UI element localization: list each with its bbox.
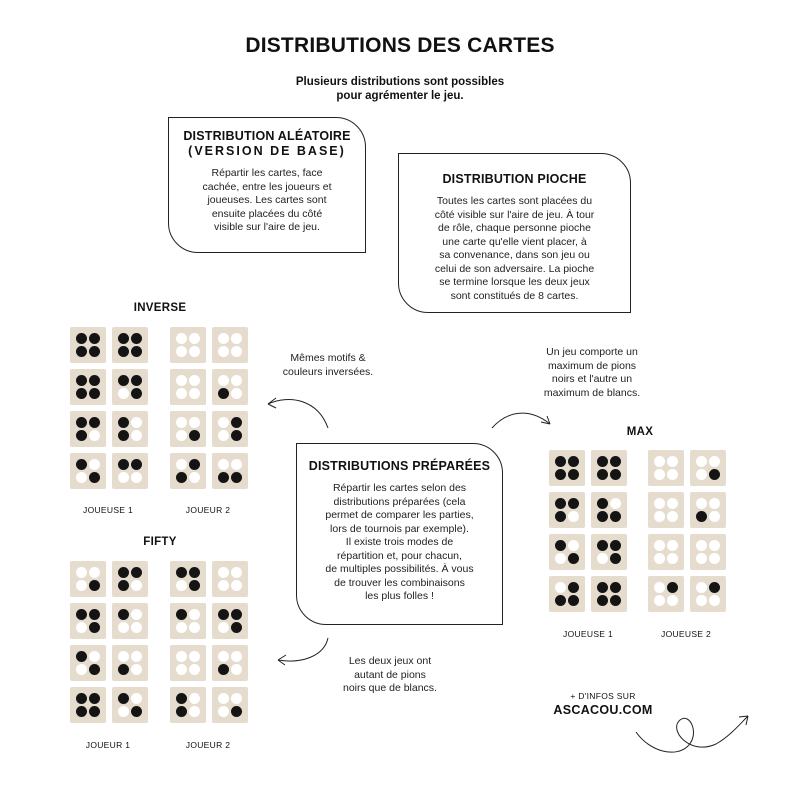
white-pawn-icon — [218, 651, 229, 662]
section-title-fifty: FIFTY — [143, 536, 177, 548]
subtitle-line: pour agrémenter le jeu. — [336, 90, 464, 102]
game-card — [112, 603, 148, 639]
black-pawn-icon — [568, 456, 579, 467]
game-card — [170, 603, 206, 639]
black-pawn-icon — [89, 693, 100, 704]
black-pawn-icon — [555, 469, 566, 480]
box-text-line: joueuses. Les cartes sont — [207, 194, 327, 206]
black-pawn-icon — [218, 388, 229, 399]
white-pawn-icon — [696, 498, 707, 509]
white-pawn-icon — [131, 622, 142, 633]
white-pawn-icon — [709, 511, 720, 522]
white-pawn-icon — [218, 417, 229, 428]
box-text-line: Il existe trois modes de — [345, 536, 454, 548]
white-pawn-icon — [654, 553, 665, 564]
game-card — [648, 450, 684, 486]
black-pawn-icon — [568, 498, 579, 509]
black-pawn-icon — [89, 622, 100, 633]
white-pawn-icon — [89, 567, 100, 578]
black-pawn-icon — [568, 469, 579, 480]
game-card — [690, 534, 726, 570]
white-pawn-icon — [189, 651, 200, 662]
game-card — [70, 603, 106, 639]
game-card — [112, 327, 148, 363]
game-card — [170, 411, 206, 447]
game-card — [70, 687, 106, 723]
white-pawn-icon — [131, 417, 142, 428]
black-pawn-icon — [189, 459, 200, 470]
game-card — [690, 450, 726, 486]
black-pawn-icon — [176, 472, 187, 483]
white-pawn-icon — [218, 706, 229, 717]
game-card — [212, 687, 248, 723]
white-pawn-icon — [176, 417, 187, 428]
player-label: JOUEUSE 1 — [83, 505, 133, 515]
note-line: Les deux jeux ont — [348, 655, 432, 667]
white-pawn-icon — [231, 651, 242, 662]
game-card — [112, 453, 148, 489]
box-title: DISTRIBUTIONS PRÉPARÉES — [308, 459, 491, 473]
player-label: JOUEUR 2 — [185, 740, 231, 750]
black-pawn-icon — [568, 553, 579, 564]
white-pawn-icon — [118, 388, 129, 399]
box-text-line: répartition et, pour chacun, — [337, 549, 462, 562]
game-card — [70, 645, 106, 681]
black-pawn-icon — [76, 693, 87, 704]
black-pawn-icon — [610, 469, 621, 480]
black-pawn-icon — [597, 511, 608, 522]
white-pawn-icon — [696, 553, 707, 564]
black-pawn-icon — [118, 609, 129, 620]
box-text-line: Répartir les cartes selon des — [332, 482, 467, 494]
game-card — [549, 534, 585, 570]
white-pawn-icon — [231, 346, 242, 357]
white-pawn-icon — [231, 693, 242, 704]
white-pawn-icon — [218, 333, 229, 344]
black-pawn-icon — [555, 540, 566, 551]
black-pawn-icon — [118, 693, 129, 704]
white-pawn-icon — [76, 472, 87, 483]
black-pawn-icon — [76, 651, 87, 662]
black-pawn-icon — [131, 459, 142, 470]
black-pawn-icon — [231, 472, 242, 483]
black-pawn-icon — [118, 567, 129, 578]
white-pawn-icon — [76, 622, 87, 633]
box-distribution-pioche — [398, 153, 631, 313]
white-pawn-icon — [131, 580, 142, 591]
black-pawn-icon — [568, 582, 579, 593]
white-pawn-icon — [709, 456, 720, 467]
white-pawn-icon — [654, 540, 665, 551]
black-pawn-icon — [76, 430, 87, 441]
game-card — [70, 561, 106, 597]
black-pawn-icon — [597, 540, 608, 551]
white-pawn-icon — [709, 553, 720, 564]
player-label: JOUEUR 2 — [185, 505, 231, 515]
game-card — [648, 576, 684, 612]
white-pawn-icon — [696, 540, 707, 551]
white-pawn-icon — [176, 346, 187, 357]
game-card — [70, 411, 106, 447]
white-pawn-icon — [654, 582, 665, 593]
game-card — [112, 645, 148, 681]
game-card — [112, 411, 148, 447]
white-pawn-icon — [189, 417, 200, 428]
white-pawn-icon — [189, 622, 200, 633]
box-text-line: sont constitués de 8 cartes. — [450, 289, 579, 302]
game-card — [549, 576, 585, 612]
black-pawn-icon — [131, 346, 142, 357]
game-card — [648, 534, 684, 570]
white-pawn-icon — [231, 375, 242, 386]
section-title-max: MAX — [626, 426, 654, 438]
black-pawn-icon — [568, 595, 579, 606]
white-pawn-icon — [218, 693, 229, 704]
box-text-line: Répartir les cartes, face — [211, 167, 323, 179]
note-line: Un jeu comporte un — [546, 346, 638, 358]
black-pawn-icon — [189, 567, 200, 578]
black-pawn-icon — [597, 498, 608, 509]
white-pawn-icon — [176, 651, 187, 662]
white-pawn-icon — [231, 580, 242, 591]
page-title: DISTRIBUTIONS DES CARTES — [245, 34, 555, 57]
white-pawn-icon — [218, 567, 229, 578]
player-label: JOUEUSE 1 — [563, 629, 613, 639]
note-inverse — [258, 352, 398, 379]
black-pawn-icon — [218, 664, 229, 675]
white-pawn-icon — [176, 375, 187, 386]
box-text-line: une carte qu'elle vient placer, à — [442, 235, 587, 248]
white-pawn-icon — [189, 333, 200, 344]
note-line: noirs et l'autre un — [551, 373, 633, 385]
black-pawn-icon — [118, 333, 129, 344]
white-pawn-icon — [231, 388, 242, 399]
black-pawn-icon — [218, 609, 229, 620]
game-card — [212, 645, 248, 681]
white-pawn-icon — [218, 346, 229, 357]
black-pawn-icon — [131, 375, 142, 386]
white-pawn-icon — [218, 430, 229, 441]
black-pawn-icon — [131, 567, 142, 578]
white-pawn-icon — [555, 582, 566, 593]
white-pawn-icon — [555, 553, 566, 564]
box-text-line: de multiples possibilités. À vous — [325, 563, 474, 575]
white-pawn-icon — [218, 580, 229, 591]
game-card — [112, 561, 148, 597]
game-card — [212, 411, 248, 447]
white-pawn-icon — [76, 580, 87, 591]
black-pawn-icon — [231, 622, 242, 633]
white-pawn-icon — [176, 664, 187, 675]
white-pawn-icon — [610, 498, 621, 509]
box-text-line: se termine lorsque les deux jeux — [439, 276, 590, 288]
white-pawn-icon — [654, 595, 665, 606]
box-title: DISTRIBUTION ALÉATOIRE — [183, 129, 351, 143]
white-pawn-icon — [709, 540, 720, 551]
black-pawn-icon — [118, 430, 129, 441]
box-text-line: côté visible sur l'aire de jeu. À tour — [434, 208, 595, 221]
white-pawn-icon — [189, 706, 200, 717]
white-pawn-icon — [176, 622, 187, 633]
black-pawn-icon — [89, 417, 100, 428]
black-pawn-icon — [89, 388, 100, 399]
box-distributions-preparees — [296, 443, 503, 625]
note-line: noirs que de blancs. — [343, 682, 437, 694]
note-fifty — [320, 655, 460, 696]
white-pawn-icon — [667, 456, 678, 467]
black-pawn-icon — [231, 430, 242, 441]
black-pawn-icon — [118, 580, 129, 591]
note-line: couleurs inversées. — [282, 365, 374, 378]
game-card — [170, 687, 206, 723]
white-pawn-icon — [231, 333, 242, 344]
white-pawn-icon — [131, 693, 142, 704]
box-text-line: les plus folles ! — [365, 590, 434, 602]
box-text-line: visible sur l'aire de jeu. — [214, 221, 320, 233]
black-pawn-icon — [118, 375, 129, 386]
section-title-inverse: INVERSE — [133, 302, 187, 314]
black-pawn-icon — [667, 582, 678, 593]
black-pawn-icon — [76, 417, 87, 428]
game-card — [212, 369, 248, 405]
black-pawn-icon — [89, 333, 100, 344]
white-pawn-icon — [218, 459, 229, 470]
game-card — [70, 453, 106, 489]
black-pawn-icon — [118, 459, 129, 470]
black-pawn-icon — [131, 333, 142, 344]
white-pawn-icon — [176, 580, 187, 591]
game-card — [112, 687, 148, 723]
black-pawn-icon — [231, 706, 242, 717]
black-pawn-icon — [89, 472, 100, 483]
black-pawn-icon — [597, 595, 608, 606]
black-pawn-icon — [555, 498, 566, 509]
black-pawn-icon — [76, 459, 87, 470]
black-pawn-icon — [89, 346, 100, 357]
white-pawn-icon — [696, 582, 707, 593]
black-pawn-icon — [597, 582, 608, 593]
black-pawn-icon — [597, 456, 608, 467]
white-pawn-icon — [131, 651, 142, 662]
black-pawn-icon — [118, 417, 129, 428]
black-pawn-icon — [555, 456, 566, 467]
game-card — [591, 450, 627, 486]
black-pawn-icon — [709, 469, 720, 480]
black-pawn-icon — [610, 582, 621, 593]
game-card — [170, 645, 206, 681]
black-pawn-icon — [76, 333, 87, 344]
website-link[interactable]: ASCACOU.COM — [553, 703, 653, 717]
black-pawn-icon — [218, 472, 229, 483]
black-pawn-icon — [610, 511, 621, 522]
box-text-line: Toutes les cartes sont placées du — [436, 195, 593, 207]
white-pawn-icon — [654, 456, 665, 467]
game-card — [690, 492, 726, 528]
note-line: maximum de blancs. — [543, 386, 641, 399]
white-pawn-icon — [696, 456, 707, 467]
black-pawn-icon — [610, 456, 621, 467]
box-text-line: celui de son adversaire. La pioche — [434, 262, 595, 275]
game-card — [212, 453, 248, 489]
black-pawn-icon — [89, 706, 100, 717]
white-pawn-icon — [654, 498, 665, 509]
game-card — [648, 492, 684, 528]
white-pawn-icon — [709, 498, 720, 509]
black-pawn-icon — [610, 553, 621, 564]
white-pawn-icon — [131, 664, 142, 675]
black-pawn-icon — [76, 375, 87, 386]
box-text-line: de trouver les combinaisons — [334, 576, 465, 589]
white-pawn-icon — [654, 469, 665, 480]
white-pawn-icon — [189, 388, 200, 399]
white-pawn-icon — [89, 459, 100, 470]
white-pawn-icon — [89, 651, 100, 662]
black-pawn-icon — [696, 511, 707, 522]
white-pawn-icon — [709, 595, 720, 606]
black-pawn-icon — [555, 595, 566, 606]
white-pawn-icon — [176, 388, 187, 399]
black-pawn-icon — [555, 511, 566, 522]
white-pawn-icon — [231, 664, 242, 675]
box-text-line: lors de tournois par exemple). — [330, 522, 469, 535]
black-pawn-icon — [610, 595, 621, 606]
note-line: maximum de pions — [547, 359, 637, 372]
white-pawn-icon — [118, 472, 129, 483]
black-pawn-icon — [189, 430, 200, 441]
white-pawn-icon — [176, 430, 187, 441]
white-pawn-icon — [667, 553, 678, 564]
black-pawn-icon — [89, 664, 100, 675]
black-pawn-icon — [610, 540, 621, 551]
box-text-line: cachée, entre les joueurs et — [202, 180, 332, 193]
white-pawn-icon — [667, 498, 678, 509]
game-card — [549, 450, 585, 486]
black-pawn-icon — [131, 388, 142, 399]
black-pawn-icon — [176, 567, 187, 578]
game-card — [212, 561, 248, 597]
game-card — [170, 453, 206, 489]
game-card — [212, 603, 248, 639]
game-card — [70, 327, 106, 363]
black-pawn-icon — [76, 706, 87, 717]
white-pawn-icon — [118, 706, 129, 717]
box-title: DISTRIBUTION PIOCHE — [442, 172, 587, 186]
box-text-line: distributions préparées (cela — [333, 495, 466, 508]
game-card — [212, 327, 248, 363]
white-pawn-icon — [231, 567, 242, 578]
box-text-line: de rôle, chaque personne pioche — [438, 222, 591, 234]
white-pawn-icon — [131, 609, 142, 620]
black-pawn-icon — [176, 609, 187, 620]
black-pawn-icon — [231, 417, 242, 428]
white-pawn-icon — [597, 553, 608, 564]
note-line: Mêmes motifs & — [290, 352, 366, 364]
white-pawn-icon — [218, 622, 229, 633]
white-pawn-icon — [696, 595, 707, 606]
black-pawn-icon — [76, 388, 87, 399]
subtitle — [250, 75, 550, 103]
white-pawn-icon — [131, 472, 142, 483]
white-pawn-icon — [667, 540, 678, 551]
black-pawn-icon — [176, 693, 187, 704]
note-line: autant de pions — [354, 668, 426, 681]
box-text-line: permet de comparer les parties, — [325, 509, 474, 521]
black-pawn-icon — [176, 706, 187, 717]
game-card — [549, 492, 585, 528]
white-pawn-icon — [568, 511, 579, 522]
white-pawn-icon — [218, 375, 229, 386]
black-pawn-icon — [709, 582, 720, 593]
black-pawn-icon — [597, 469, 608, 480]
white-pawn-icon — [667, 511, 678, 522]
white-pawn-icon — [568, 540, 579, 551]
white-pawn-icon — [667, 469, 678, 480]
game-card — [690, 576, 726, 612]
black-pawn-icon — [189, 580, 200, 591]
white-pawn-icon — [667, 595, 678, 606]
white-pawn-icon — [176, 333, 187, 344]
white-pawn-icon — [76, 664, 87, 675]
game-card — [591, 576, 627, 612]
box-distribution-aleatoire — [168, 117, 366, 253]
player-label: JOUEUR 1 — [85, 740, 131, 750]
subtitle-line: Plusieurs distributions sont possibles — [295, 76, 505, 88]
game-card — [591, 492, 627, 528]
box-text-line: ensuite placées du côté — [211, 207, 323, 220]
note-max — [522, 346, 662, 400]
white-pawn-icon — [176, 459, 187, 470]
black-pawn-icon — [89, 609, 100, 620]
game-card — [170, 561, 206, 597]
info-label: + D'INFOS SUR — [570, 691, 636, 701]
white-pawn-icon — [76, 567, 87, 578]
white-pawn-icon — [118, 651, 129, 662]
black-pawn-icon — [131, 706, 142, 717]
black-pawn-icon — [76, 346, 87, 357]
white-pawn-icon — [189, 609, 200, 620]
box-text-line: sa convenance, dans son jeu ou — [439, 249, 590, 261]
box-title: (VERSION DE BASE) — [188, 144, 346, 158]
game-card — [70, 369, 106, 405]
white-pawn-icon — [89, 430, 100, 441]
black-pawn-icon — [76, 609, 87, 620]
game-card — [591, 534, 627, 570]
white-pawn-icon — [654, 511, 665, 522]
white-pawn-icon — [118, 622, 129, 633]
white-pawn-icon — [189, 472, 200, 483]
white-pawn-icon — [231, 459, 242, 470]
white-pawn-icon — [189, 346, 200, 357]
game-card — [170, 327, 206, 363]
black-pawn-icon — [118, 664, 129, 675]
player-label: JOUEUSE 2 — [661, 629, 711, 639]
white-pawn-icon — [189, 375, 200, 386]
white-pawn-icon — [189, 664, 200, 675]
game-card — [112, 369, 148, 405]
white-pawn-icon — [696, 469, 707, 480]
white-pawn-icon — [189, 693, 200, 704]
black-pawn-icon — [89, 580, 100, 591]
black-pawn-icon — [118, 346, 129, 357]
black-pawn-icon — [231, 609, 242, 620]
white-pawn-icon — [131, 430, 142, 441]
black-pawn-icon — [89, 375, 100, 386]
game-card — [170, 369, 206, 405]
